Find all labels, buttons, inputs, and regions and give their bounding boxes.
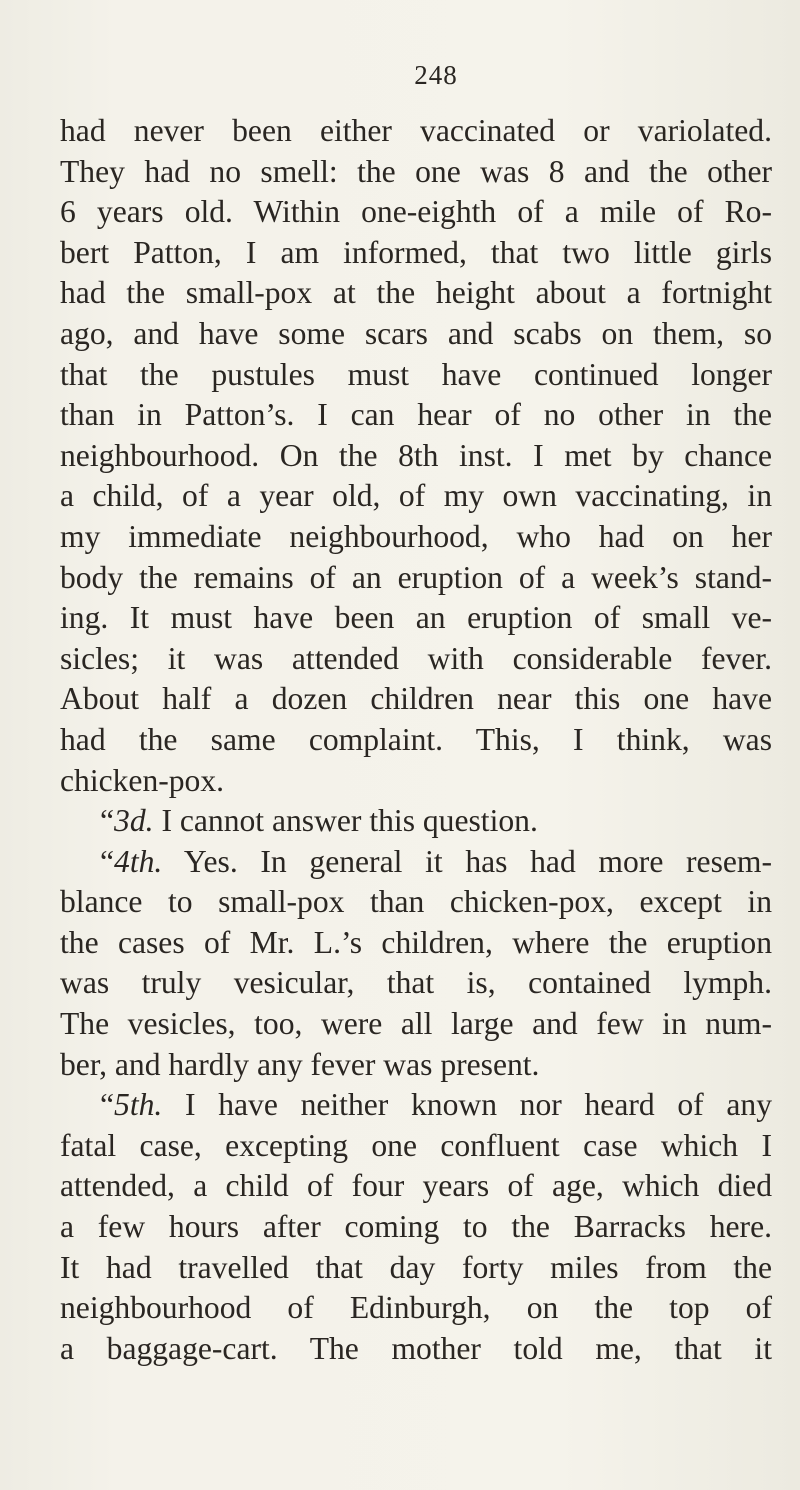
line-text: I have neither known nor heard of any: [185, 1087, 772, 1123]
text-line: It had travelled that day forty miles from the: [60, 1249, 772, 1285]
text-line: ber, and hardly any fever was present.: [60, 1046, 540, 1082]
text-line: a few hours after coming to the Barracks here.: [60, 1209, 772, 1245]
text-line: that the pustules must have continued longer: [60, 356, 772, 392]
text-line: neighbourhood. On the 8th inst. I met by chance: [60, 437, 772, 473]
paragraph-1: [60, 111, 772, 801]
text-line: ing. It must have been an eruption of small ve-: [60, 600, 772, 636]
paragraph-answer-5th: [60, 1085, 772, 1369]
text-line: attended, a child of four years of age, which died: [60, 1168, 772, 1204]
text-line: [60, 1085, 772, 1126]
open-quote: “: [100, 1087, 115, 1123]
answer-marker: 5th.: [114, 1087, 163, 1123]
text-line: the cases of Mr. L.’s children, where the eruption: [60, 924, 772, 960]
text-line: a child, of a year old, of my own vaccinating, in: [60, 478, 772, 514]
answer-marker: 4th.: [114, 843, 163, 879]
open-quote: “: [100, 803, 115, 839]
text-line: fatal case, excepting one confluent case which I: [60, 1127, 772, 1163]
text-line: bert Patton, I am informed, that two little girls: [60, 234, 772, 270]
paragraph-answer-3d: [60, 801, 772, 842]
text-line: a baggage-cart. The mother told me, that it: [60, 1330, 772, 1366]
text-line: had the small-pox at the height about a fortnight: [60, 275, 772, 311]
text-line: They had no smell: the one was 8 and the other: [60, 153, 772, 189]
body-text: [60, 111, 772, 1369]
text-line: neighbourhood of Edinburgh, on the top of: [60, 1290, 772, 1326]
text-line: sicles; it was attended with considerable fever.: [60, 640, 772, 676]
text-line: About half a dozen children near this one have: [60, 681, 772, 717]
text-line: body the remains of an eruption of a week’s stand-: [60, 559, 772, 595]
line-text: Yes. In general it has had more resem-: [183, 843, 772, 879]
text-line: was truly vesicular, that is, contained lymph.: [60, 965, 772, 1001]
text-line: than in Patton’s. I can hear of no other in the: [60, 397, 772, 433]
text-line: [60, 801, 772, 842]
text-line: had never been either vaccinated or variolated.: [60, 113, 772, 148]
text-line: my immediate neighbourhood, who had on her: [60, 518, 772, 554]
text-line: The vesicles, too, were all large and few in num-: [60, 1006, 772, 1042]
text-line: [60, 842, 772, 883]
text-line: 6 years old. Within one-eighth of a mile of Ro-: [60, 194, 772, 230]
text-line: chicken-pox.: [60, 762, 225, 798]
line-text: I cannot answer this question.: [161, 803, 538, 839]
text-line: ago, and have some scars and scabs on them, so: [60, 315, 772, 351]
paragraph-answer-4th: [60, 842, 772, 1086]
page-number: 248: [414, 60, 458, 90]
text-line: blance to small-pox than chicken-pox, except in: [60, 884, 772, 920]
open-quote: “: [100, 843, 115, 879]
text-line: had the same complaint. This, I think, was: [60, 721, 772, 757]
answer-marker: 3d.: [114, 803, 154, 839]
